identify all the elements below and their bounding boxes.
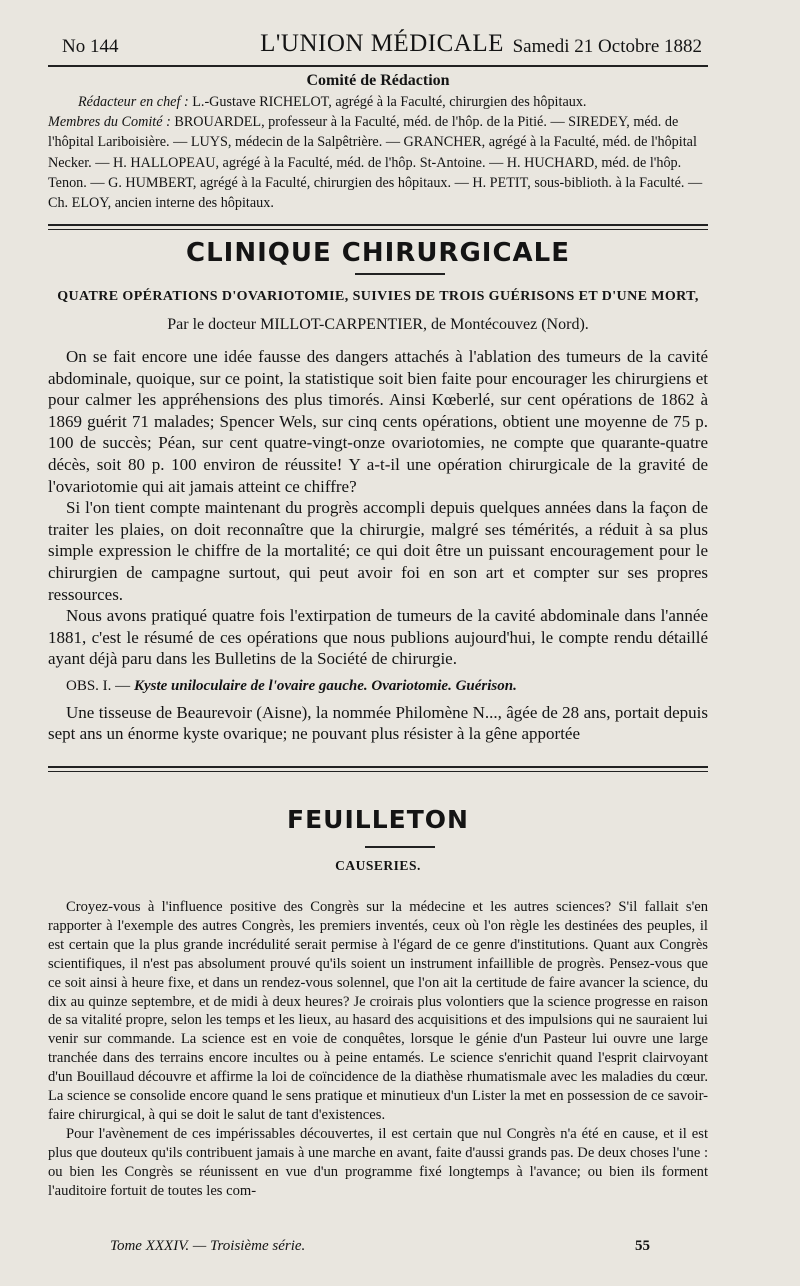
members-text: BROUARDEL, professeur à la Faculté, méd. de l'hôp. de la Pitié. — SIREDEY, méd. de l'hôpital Lariboisière. — LUYS, médecin de la Salpêtrière. — GRANCHER, agrégé à la Faculté, méd. de l'hôpital Necker. — H. HALLOPEAU, agrégé à la Faculté, méd. de l'hôp. St-Antoine. — H. HUCHARD, méd. de l'hôp. Tenon. — G. HUMBERT, agrégé à la Faculté, chirurgien des hôpitaux. — H. PETIT, sous-biblioth. à la Faculté. — Ch. ELOY, ancien interne des hôpitaux. <box>48 114 703 212</box>
observation-title: Kyste uniloculaire de l'ovaire gauche. Ovariotomie. Guérison. <box>133 677 517 694</box>
journal-title: L'UNION MÉDICALE <box>260 30 504 57</box>
article-paragraph: Une tisseuse de Beaurevoir (Aisne), la nommée Philomène N..., âgée de 28 ans, portait depuis sept ans un énorme kyste ovarique; ne pouvant plus résister à la gêne apportée <box>48 702 708 744</box>
section-divider <box>48 224 708 230</box>
committee-title: Comité de Rédaction <box>306 72 450 89</box>
feuilleton-body <box>48 898 708 1201</box>
article-paragraph: Nous avons pratiqué quatre fois l'extirpation de tumeurs de la cavité abdominale dans l'année 1881, c'est le résumé de ces opérations que nous publions aujourd'hui, le compte rendu détaillé ayant déjà paru dans les Bulletins de la Société de chirurgie. <box>48 606 708 669</box>
page-header <box>62 30 702 60</box>
article-paragraph: On se fait encore une idée fausse des dangers attachés à l'ablation des tumeurs de la cavité abdominale, quoique, sur ce point, la statistique soit bien faite pour encourager les chirurgiens et pour calmer les appréhensions des plus timorés. Ainsi Kœberlé, sur cent opérations de 1862 à 1869 guérit 71 malades; Spencer Wels, sur cinq cents opérations, obtient une moyenne de 75 p. 100 de succès; Péan, sur cent quatre-vingt-onze ovariotomies, ne compte que quarante-quatre décès, soit 80 p. 100 environ de réussite! Y a-t-il une opération chirurgicale de la gravité de l'ovariotomie qui ait jamais atteint ce chiffre? <box>48 347 708 496</box>
article-body <box>48 346 708 745</box>
feuilleton-paragraph: Pour l'avènement de ces impérissables découvertes, il est certain que nul Congrès n'a été en cause, et il est plus que douteux qu'ils contribuent jamais à une marche en avant, faite d'aussi grands pas. De deux choses l'une : ou bien les Congrès se réunissent en vue d'un programme fixé longtemps à l'avance; ou bien ils forment l'auditoire fortuit de toutes les com- <box>48 1125 708 1199</box>
issue-number: No 144 <box>62 36 119 57</box>
observation-label: OBS. I. — <box>66 677 131 694</box>
feuilleton-underline <box>365 846 435 848</box>
editor-label: Rédacteur en chef : <box>78 94 189 110</box>
header-rule <box>48 65 708 67</box>
article-paragraph: Si l'on tient compte maintenant du progrès accompli depuis quelques années dans la façon de traiter les plaies, on doit reconnaître que la chirurgie, malgré ses témérités, a réduit à sa plus simple expression le chiffre de la mortalité; ce qui doit être un puissant encouragement pour le chirurgien de campagne surtout, qui peut avoir foi en son art et compter sur ses propres ressources. <box>48 498 708 604</box>
article-subtitle: QUATRE OPÉRATIONS D'OVARIOTOMIE, SUIVIES DE TROIS GUÉRISONS ET D'UNE MORT, <box>57 289 699 304</box>
feuilleton-title: FEUILLETON <box>287 805 469 834</box>
issue-date: Samedi 21 Octobre 1882 <box>512 36 702 57</box>
editor-text: L.-Gustave RICHELOT, agrégé à la Faculté, chirurgien des hôpitaux. <box>192 94 587 110</box>
feuilleton-divider <box>48 766 708 772</box>
editorial-committee <box>48 70 708 213</box>
article-section-title: CLINIQUE CHIRURGICALE <box>186 238 570 268</box>
observation-heading <box>48 676 708 698</box>
volume-info: Tome XXXIV. — Troisième série. <box>110 1238 306 1254</box>
editor-in-chief <box>48 92 708 112</box>
feuilleton-subtitle: CAUSERIES. <box>335 858 421 873</box>
committee-members <box>48 112 708 213</box>
members-label: Membres du Comité : <box>48 114 171 131</box>
feuilleton-paragraph: Croyez-vous à l'influence positive des Congrès sur la médecine et les autres sciences? S'il fallait s'en rapporter à l'exemple des autres Congrès, les premiers inventés, ceux où l'on règle les destinées des peuples, il est certain que la plus grande incrédulité serait permise à l'égard de ce genre d'institutions. Quant aux Congrès scientifiques, il n'est pas absolument prouvé qu'ils soient un instrument infaillible de progrès. Pensez-vous que ce soit ainsi à heure fixe, et dans un rendez-vous solennel, que l'on ait la certitude de faire avancer la science, du dix au quinze septembre, et de midi à deux heures? Je croirais plus volontiers que la science progresse en raison de sa vitalité propre, selon les temps et les lieux, au hasard des acquisitions et des impulsions qui ne sauraient lui venir sur commande. La science est en voie de conquêtes, lorsque le génie d'un Pasteur lui ouvre une large tranchée dans des terrains encore incultes ou à peine entamés. Le science s'enrichit quand l'esprit clairvoyant d'un Bouillaud découvre et affirme la loi de coïncidence de la diathèse rhumatismale avec les maladies du cœur. La science se consolide encore quand le sens pratique et minutieux d'un Lister la met en possession de ce savoir-faire chirurgical, à qui se doit le salut de tant d'existences. <box>48 899 708 1123</box>
title-underline <box>355 273 445 275</box>
article-author: Par le docteur MILLOT-CARPENTIER, de Montécouvez (Nord). <box>167 316 589 333</box>
page-number: 55 <box>635 1238 650 1254</box>
